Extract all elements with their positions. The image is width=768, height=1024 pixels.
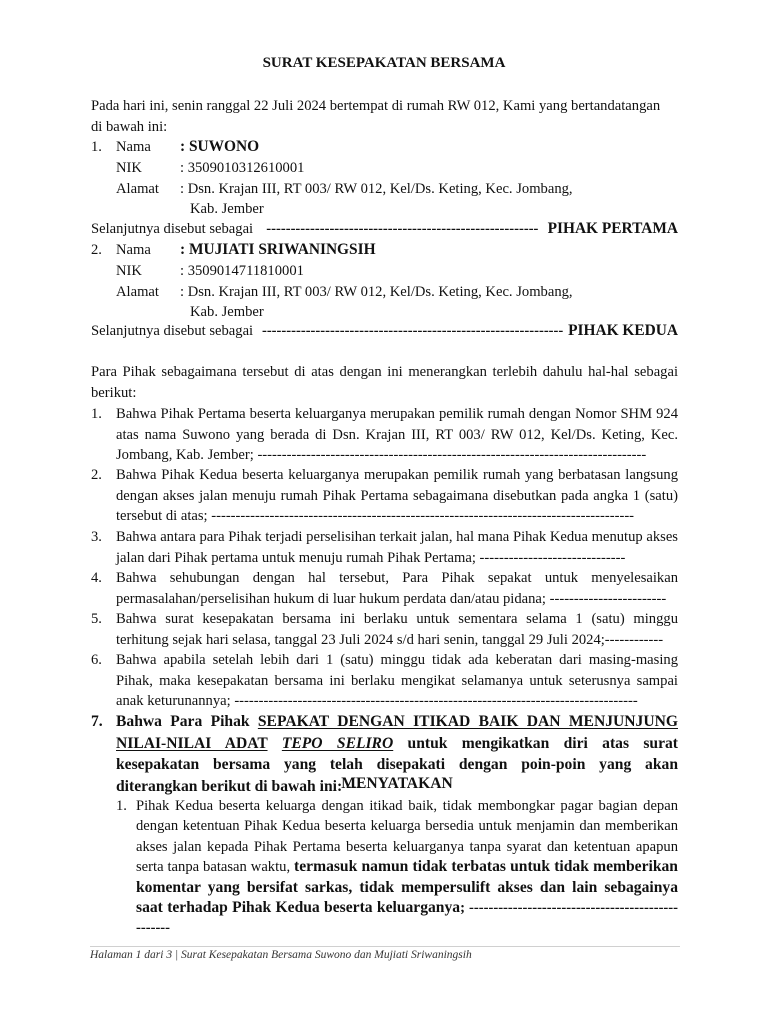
sub-item-end: ; -------------------------------------------------- (136, 900, 679, 937)
party1-address-line2: Kab. Jember (190, 201, 264, 217)
party2-address-line2: Kab. Jember (190, 304, 264, 320)
item7-tepo-seliro: TEPO SELIRO (281, 734, 394, 752)
item7-lead: Bahwa Para Pihak (116, 713, 258, 730)
party2-designation (91, 321, 678, 341)
item-number: 1. (91, 406, 102, 422)
item-text: Bahwa antara para Pihak terjadi perselisihan terkait jalan, hal mana Pihak Kedua menutup akses jalan dari Pihak pertama untuk menuju rumah Pihak Pertama; ------------------------------ (116, 529, 678, 566)
party2-name-label: Nama (116, 242, 151, 258)
party2-dash-leader: -------------------------------------------------------------- (261, 323, 564, 339)
sub-item-plain: Pihak Kedua beserta keluarga dengan itikad baik, tidak membongkar pagar bagian depan dengan ketentuan Pihak Kedua beserta keluarga bersedia untuk menjamin dan memberikan akses jalan kepada Pihak Pertama beserta keluarganya tanpa syarat dan ketentuan apapun serta tanpa batasan waktu, (136, 798, 678, 876)
party1-number: 1. (91, 139, 102, 155)
intro-paragraph: Para Pihak sebagaimana tersebut di atas dengan ini menerangkan terlebih dahulu hal-hal sebagai berikut: (91, 364, 678, 401)
party2-nik: : 3509014711810001 (180, 263, 304, 279)
item-text: Bahwa Pihak Pertama beserta keluarganya merupakan pemilik rumah dengan Nomor SHM 924 atas nama Suwono yang berada di Dsn. Krajan III, RT 003/ RW 012, Kel/Ds. Keting, Kec. Jombang, Kab. Jember; -------------------------------------------------------------------------------- (116, 406, 678, 464)
sub-item-text (136, 796, 678, 939)
item-text: Bahwa apabila setelah lebih dari 1 (satu) minggu tidak ada keberatan dari masing-masing Pihak, maka kesepakatan bersama ini berlaku mengikat selamanya untuk seterusnya sampai anak keturunannya; ----------------------------------------------------------------------------------- (116, 652, 678, 710)
item-text: Bahwa Pihak Kedua beserta keluarganya merupakan pemilik rumah yang berbatasan langsung dengan akses jalan menuju rumah Pihak Pertama sebagaimana disebutkan pada angka 1 (satu) tersebut di atas; --------------------------------------------------------------------------------------- (116, 467, 678, 525)
item7-underlined-commitment: SEPAKAT DENGAN ITIKAD BAIK DAN MENJUNJUNG NILAI-NILAI ADAT (116, 713, 678, 752)
party2-address-line1: : Dsn. Krajan III, RT 003/ RW 012, Kel/Ds. Keting, Kec. Jombang, (180, 284, 573, 300)
party1-designation-label: Selanjutnya disebut sebagai (91, 221, 254, 237)
page-footer: Halaman 1 dari 3 | Surat Kesepakatan Bersama Suwono dan Mujiati Sriwaningsih (90, 949, 472, 961)
party2-role: PIHAK KEDUA (568, 322, 678, 339)
party1-role: PIHAK PERTAMA (547, 220, 678, 237)
party2-designation-label: Selanjutnya disebut sebagai (91, 323, 254, 339)
party2-number: 2. (91, 242, 102, 258)
sub-item-number: 1. (116, 798, 127, 814)
party2-name: : MUJIATI SRIWANINGSIH (180, 241, 376, 258)
menyatakan-heading: MENYATAKAN (341, 775, 453, 792)
party1-nik-label: NIK (116, 160, 142, 176)
item7-number: 7. (91, 713, 103, 730)
item-text: Bahwa sehubungan dengan hal tersebut, Para Pihak sepakat untuk menyelesaikan permasalahan/perselisihan hukum di luar hukum perdata dan/atau pidana; ------------------------ (116, 570, 678, 607)
party1-designation (91, 219, 678, 239)
party1-name-label: Nama (116, 139, 151, 155)
item-text: Bahwa surat kesepakatan bersama ini berlaku untuk sementara selama 1 (satu) minggu terhitung sejak hari selasa, tanggal 23 Juli 2024 s/d hari senin, tanggal 29 Juli 2024;------------ (116, 611, 678, 648)
item-number: 2. (91, 467, 102, 483)
item7-trail: untuk mengikatkan diri atas surat kesepakatan bersama yang telah disepakati dengan poin-poin yang akan diterangkan berikut di bawah ini: --- (116, 734, 678, 795)
opening-text: Pada hari ini, senin ranggal 22 Juli 2024 bertempat di rumah RW 012, Kami yang bertandatangan (91, 98, 661, 114)
document-title: SURAT KESEPAKATAN BERSAMA (262, 55, 506, 71)
party1-name: : SUWONO (180, 138, 260, 155)
party1-address-line1: : Dsn. Krajan III, RT 003/ RW 012, Kel/Ds. Keting, Kec. Jombang, (180, 181, 573, 197)
item-number: 5. (91, 611, 102, 627)
item-number: 6. (91, 652, 102, 668)
opening-text-cont: di bawah ini: (91, 119, 168, 135)
footer-divider (90, 946, 680, 947)
item-number: 4. (91, 570, 102, 586)
party1-nik: : 3509010312610001 (180, 160, 305, 176)
item-number: 3. (91, 529, 102, 545)
party1-address-label: Alamat (116, 181, 159, 197)
item7-space (268, 735, 282, 752)
party2-nik-label: NIK (116, 263, 142, 279)
party2-address-label: Alamat (116, 284, 159, 300)
sub-item-bold: termasuk namun tidak terbatas untuk tidak memberikan komentar yang bersifat sarkas, tidak mempersulift akses dan lain sebagainya saat terhadap Pihak Kedua beserta keluarganya (136, 858, 678, 917)
party1-dash-leader: -------------------------------------------------------- (266, 221, 539, 237)
